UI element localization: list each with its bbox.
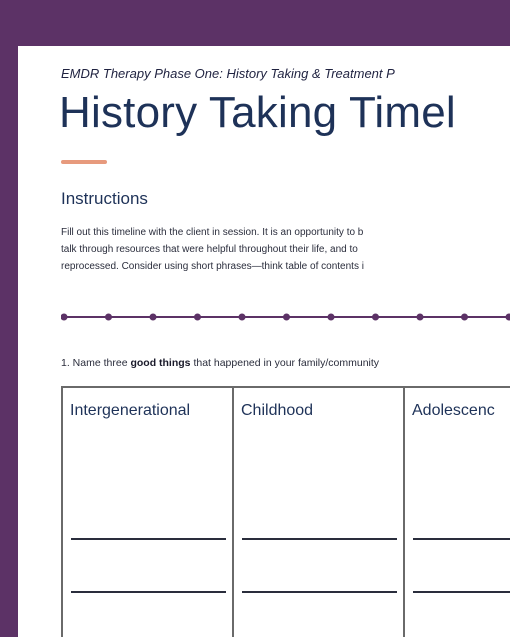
timeline-graphic: [61, 312, 510, 322]
timeline-dot: [239, 314, 246, 321]
document-subtitle: EMDR Therapy Phase One: History Taking & Treatment P: [61, 66, 395, 81]
timeline-dot: [61, 314, 68, 321]
answer-line[interactable]: [71, 538, 226, 540]
column-intergenerational: [61, 386, 234, 637]
answer-line[interactable]: [413, 538, 510, 540]
answer-line[interactable]: [242, 538, 397, 540]
instructions-heading: Instructions: [61, 189, 148, 208]
document-title: History Taking Timel: [59, 88, 456, 137]
timeline-dot: [506, 314, 510, 321]
column-header: Childhood: [241, 402, 314, 419]
instructions-line: reprocessed. Consider using short phrases—think table of contents i: [61, 261, 364, 272]
question-prefix: 1. Name three: [61, 357, 131, 369]
timeline-dot: [194, 314, 201, 321]
answer-line[interactable]: [413, 591, 510, 593]
answer-line[interactable]: [242, 591, 397, 593]
timeline-dot: [372, 314, 379, 321]
instructions-body: [61, 224, 510, 275]
question-1: [61, 357, 379, 369]
column-childhood: [232, 386, 405, 637]
question-emphasis: good things: [130, 357, 191, 369]
instructions-line: talk through resources that were helpful throughout their life, and to: [61, 244, 358, 255]
timeline-divider: [61, 312, 510, 322]
worksheet-page: [18, 46, 510, 637]
instructions-line: Fill out this timeline with the client in session. It is an opportunity to b: [61, 227, 364, 238]
timeline-dot: [417, 314, 424, 321]
title-accent-bar: [61, 160, 107, 164]
timeline-dot: [150, 314, 157, 321]
answer-grid: [61, 386, 510, 637]
question-suffix: that happened in your family/community: [190, 357, 380, 369]
column-header: Intergenerational: [70, 402, 191, 419]
timeline-dot: [283, 314, 290, 321]
timeline-dot: [105, 314, 112, 321]
column-header: Adolescenc: [412, 402, 495, 419]
answer-line[interactable]: [71, 591, 226, 593]
column-adolescence: [403, 386, 510, 637]
timeline-dot: [461, 314, 468, 321]
timeline-dot: [328, 314, 335, 321]
